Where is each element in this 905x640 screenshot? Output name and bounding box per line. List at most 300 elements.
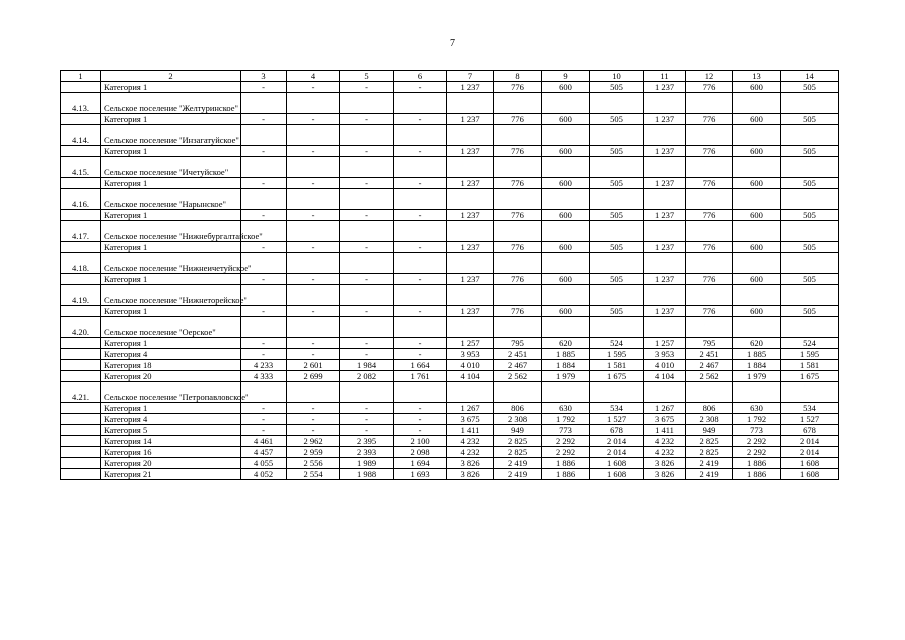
value-cell: 776 — [686, 274, 733, 285]
empty-cell — [781, 189, 839, 210]
section-row — [61, 253, 839, 274]
value-cell: 505 — [590, 210, 644, 221]
row-number — [61, 425, 101, 436]
value-cell: 2 959 — [287, 447, 340, 458]
value-cell: 2 419 — [494, 469, 542, 480]
value-cell: 4 233 — [241, 360, 287, 371]
section-number: 4.20. — [61, 317, 101, 338]
header-cell: 14 — [781, 71, 839, 82]
category-label: Категория 16 — [101, 447, 241, 458]
table-row — [61, 274, 839, 285]
value-cell: 3 826 — [447, 458, 494, 469]
value-cell: - — [287, 146, 340, 157]
value-cell: - — [241, 338, 287, 349]
empty-cell — [494, 189, 542, 210]
value-cell: 1 608 — [781, 469, 839, 480]
empty-cell — [733, 221, 781, 242]
empty-cell — [394, 317, 447, 338]
value-cell: 505 — [781, 82, 839, 93]
value-cell: 1 237 — [447, 114, 494, 125]
value-cell: 2 292 — [542, 436, 590, 447]
section-number: 4.16. — [61, 189, 101, 210]
value-cell: - — [287, 349, 340, 360]
section-row — [61, 221, 839, 242]
value-cell: - — [340, 146, 394, 157]
value-cell: 600 — [542, 82, 590, 93]
value-cell: 3 953 — [644, 349, 686, 360]
value-cell: 776 — [494, 274, 542, 285]
row-number — [61, 178, 101, 189]
empty-cell — [781, 93, 839, 114]
value-cell: 1 675 — [590, 371, 644, 382]
value-cell: 2 601 — [287, 360, 340, 371]
value-cell: 773 — [733, 425, 781, 436]
empty-cell — [733, 157, 781, 178]
empty-cell — [590, 125, 644, 146]
empty-cell — [733, 253, 781, 274]
value-cell: - — [340, 82, 394, 93]
value-cell: - — [287, 306, 340, 317]
empty-cell — [340, 285, 394, 306]
value-cell: 505 — [781, 178, 839, 189]
value-cell: 1 885 — [542, 349, 590, 360]
empty-cell — [686, 125, 733, 146]
category-label: Категория 1 — [101, 178, 241, 189]
empty-cell — [394, 189, 447, 210]
table-row — [61, 146, 839, 157]
value-cell: 4 104 — [447, 371, 494, 382]
empty-cell — [494, 253, 542, 274]
value-cell: 1 237 — [644, 306, 686, 317]
empty-cell — [590, 93, 644, 114]
category-label: Категория 1 — [101, 82, 241, 93]
value-cell: 600 — [542, 242, 590, 253]
empty-cell — [733, 382, 781, 403]
value-cell: - — [340, 403, 394, 414]
header-cell: 13 — [733, 71, 781, 82]
table-row — [61, 242, 839, 253]
empty-cell — [447, 93, 494, 114]
empty-cell — [241, 93, 287, 114]
page-number: 7 — [450, 38, 455, 49]
value-cell: 4 457 — [241, 447, 287, 458]
empty-cell — [287, 382, 340, 403]
empty-cell — [590, 253, 644, 274]
empty-cell — [447, 157, 494, 178]
empty-cell — [340, 93, 394, 114]
value-cell: 4 055 — [241, 458, 287, 469]
value-cell: 534 — [781, 403, 839, 414]
value-cell: - — [241, 146, 287, 157]
value-cell: - — [287, 82, 340, 93]
value-cell: - — [340, 178, 394, 189]
header-cell: 7 — [447, 71, 494, 82]
value-cell: 2 562 — [686, 371, 733, 382]
empty-cell — [686, 285, 733, 306]
empty-cell — [733, 93, 781, 114]
empty-cell — [340, 125, 394, 146]
value-cell: 4 232 — [644, 447, 686, 458]
value-cell: 2 292 — [542, 447, 590, 458]
section-number: 4.19. — [61, 285, 101, 306]
empty-cell — [542, 382, 590, 403]
value-cell: 1 884 — [733, 360, 781, 371]
empty-cell — [781, 253, 839, 274]
value-cell: 1 237 — [644, 114, 686, 125]
empty-cell — [340, 317, 394, 338]
value-cell: 1 267 — [447, 403, 494, 414]
empty-cell — [781, 157, 839, 178]
value-cell: 1 675 — [781, 371, 839, 382]
value-cell: 505 — [590, 274, 644, 285]
value-cell: 600 — [733, 274, 781, 285]
header-cell: 12 — [686, 71, 733, 82]
value-cell: 4 052 — [241, 469, 287, 480]
section-number: 4.14. — [61, 125, 101, 146]
empty-cell — [494, 125, 542, 146]
value-cell: 2 292 — [733, 447, 781, 458]
table-row — [61, 82, 839, 93]
empty-cell — [542, 125, 590, 146]
value-cell: - — [287, 178, 340, 189]
empty-cell — [686, 157, 733, 178]
row-number — [61, 306, 101, 317]
value-cell: 600 — [733, 306, 781, 317]
value-cell: 1 979 — [733, 371, 781, 382]
empty-cell — [542, 93, 590, 114]
category-label: Категория 20 — [101, 371, 241, 382]
value-cell: 2 419 — [686, 469, 733, 480]
value-cell: 678 — [590, 425, 644, 436]
value-cell: 1 267 — [644, 403, 686, 414]
empty-cell — [340, 221, 394, 242]
empty-cell — [494, 93, 542, 114]
empty-cell — [686, 253, 733, 274]
table-row — [61, 349, 839, 360]
table-row — [61, 469, 839, 480]
category-label: Категория 4 — [101, 414, 241, 425]
value-cell: 1 237 — [644, 242, 686, 253]
section-row — [61, 93, 839, 114]
value-cell: - — [241, 349, 287, 360]
value-cell: 600 — [542, 178, 590, 189]
empty-cell — [590, 382, 644, 403]
category-label: Категория 1 — [101, 146, 241, 157]
value-cell: 2 562 — [494, 371, 542, 382]
empty-cell — [447, 125, 494, 146]
value-cell: 2 014 — [781, 436, 839, 447]
value-cell: 2 098 — [394, 447, 447, 458]
value-cell: 600 — [733, 82, 781, 93]
value-cell: 949 — [494, 425, 542, 436]
category-label: Категория 4 — [101, 349, 241, 360]
empty-cell — [644, 253, 686, 274]
value-cell: 505 — [590, 82, 644, 93]
value-cell: 2 308 — [686, 414, 733, 425]
value-cell: 1 237 — [644, 210, 686, 221]
value-cell: 776 — [686, 114, 733, 125]
section-row — [61, 382, 839, 403]
value-cell: 505 — [781, 210, 839, 221]
empty-cell — [781, 285, 839, 306]
value-cell: 620 — [733, 338, 781, 349]
value-cell: 2 825 — [494, 447, 542, 458]
section-number: 4.13. — [61, 93, 101, 114]
value-cell: - — [241, 403, 287, 414]
value-cell: 776 — [494, 178, 542, 189]
value-cell: 795 — [686, 338, 733, 349]
header-cell: 2 — [101, 71, 241, 82]
empty-cell — [394, 93, 447, 114]
value-cell: 620 — [542, 338, 590, 349]
value-cell: 3 826 — [644, 469, 686, 480]
value-cell: 1 792 — [542, 414, 590, 425]
empty-cell — [394, 221, 447, 242]
empty-cell — [644, 125, 686, 146]
table-row — [61, 403, 839, 414]
table-body — [61, 71, 839, 480]
value-cell: 1 884 — [542, 360, 590, 371]
empty-cell — [394, 382, 447, 403]
value-cell: 505 — [781, 306, 839, 317]
section-number: 4.15. — [61, 157, 101, 178]
empty-cell — [494, 317, 542, 338]
value-cell: 1 693 — [394, 469, 447, 480]
value-cell: 1 761 — [394, 371, 447, 382]
category-label: Категория 1 — [101, 338, 241, 349]
table-row — [61, 414, 839, 425]
section-title: Сельское поселение "Ичетуйское" — [101, 157, 241, 178]
value-cell: 505 — [590, 242, 644, 253]
value-cell: 3 675 — [644, 414, 686, 425]
value-cell: 776 — [686, 146, 733, 157]
row-number — [61, 82, 101, 93]
tariff-table — [60, 70, 839, 480]
empty-cell — [542, 189, 590, 210]
value-cell: 2 467 — [686, 360, 733, 371]
value-cell: 4 333 — [241, 371, 287, 382]
value-cell: 4 010 — [447, 360, 494, 371]
value-cell: 2 825 — [494, 436, 542, 447]
section-title: Сельское поселение "Оерское" — [101, 317, 241, 338]
empty-cell — [447, 285, 494, 306]
empty-cell — [644, 93, 686, 114]
value-cell: 534 — [590, 403, 644, 414]
row-number — [61, 447, 101, 458]
empty-cell — [644, 189, 686, 210]
table-row — [61, 114, 839, 125]
empty-cell — [781, 382, 839, 403]
empty-cell — [590, 189, 644, 210]
empty-cell — [447, 221, 494, 242]
value-cell: 1 237 — [447, 146, 494, 157]
empty-cell — [494, 157, 542, 178]
value-cell: 678 — [781, 425, 839, 436]
empty-cell — [644, 285, 686, 306]
empty-cell — [340, 157, 394, 178]
header-cell: 4 — [287, 71, 340, 82]
section-number: 4.18. — [61, 253, 101, 274]
empty-cell — [241, 125, 287, 146]
category-label: Категория 5 — [101, 425, 241, 436]
value-cell: 630 — [542, 403, 590, 414]
empty-cell — [340, 189, 394, 210]
empty-cell — [287, 253, 340, 274]
value-cell: 776 — [686, 178, 733, 189]
empty-cell — [287, 317, 340, 338]
value-cell: - — [394, 210, 447, 221]
empty-cell — [542, 253, 590, 274]
row-number — [61, 414, 101, 425]
empty-cell — [394, 157, 447, 178]
row-number — [61, 371, 101, 382]
empty-cell — [644, 221, 686, 242]
header-cell: 1 — [61, 71, 101, 82]
value-cell: 600 — [542, 306, 590, 317]
value-cell: 1 885 — [733, 349, 781, 360]
empty-cell — [781, 317, 839, 338]
value-cell: 2 393 — [340, 447, 394, 458]
category-label: Категория 20 — [101, 458, 241, 469]
value-cell: 1 979 — [542, 371, 590, 382]
value-cell: - — [241, 82, 287, 93]
value-cell: 600 — [733, 146, 781, 157]
empty-cell — [733, 189, 781, 210]
value-cell: 600 — [542, 114, 590, 125]
value-cell: 1 989 — [340, 458, 394, 469]
value-cell: 2 308 — [494, 414, 542, 425]
empty-cell — [590, 317, 644, 338]
value-cell: 2 467 — [494, 360, 542, 371]
value-cell: 2 014 — [590, 436, 644, 447]
value-cell: 2 451 — [686, 349, 733, 360]
section-title: Сельское поселение "Желтуринское" — [101, 93, 241, 114]
value-cell: 600 — [542, 274, 590, 285]
value-cell: 776 — [494, 114, 542, 125]
row-number — [61, 360, 101, 371]
table-row — [61, 338, 839, 349]
section-title: Сельское поселение "Нижнеторейское" — [101, 285, 241, 306]
value-cell: 1 237 — [447, 274, 494, 285]
empty-cell — [340, 253, 394, 274]
value-cell: 1 411 — [644, 425, 686, 436]
value-cell: 600 — [542, 210, 590, 221]
value-cell: 2 419 — [686, 458, 733, 469]
header-cell: 3 — [241, 71, 287, 82]
value-cell: 1 984 — [340, 360, 394, 371]
value-cell: 505 — [590, 114, 644, 125]
value-cell: 1 237 — [447, 242, 494, 253]
value-cell: 505 — [590, 306, 644, 317]
empty-cell — [287, 125, 340, 146]
table-row — [61, 178, 839, 189]
value-cell: - — [394, 274, 447, 285]
empty-cell — [394, 125, 447, 146]
value-cell: - — [394, 349, 447, 360]
value-cell: 1 257 — [644, 338, 686, 349]
section-number: 4.21. — [61, 382, 101, 403]
value-cell: 1 595 — [781, 349, 839, 360]
value-cell: - — [241, 414, 287, 425]
empty-cell — [447, 382, 494, 403]
value-cell: 4 232 — [644, 436, 686, 447]
section-title: Сельское поселение "Петропавловское" — [101, 382, 241, 403]
value-cell: 1 792 — [733, 414, 781, 425]
value-cell: 1 237 — [644, 178, 686, 189]
value-cell: - — [287, 210, 340, 221]
value-cell: 524 — [590, 338, 644, 349]
value-cell: 2 825 — [686, 436, 733, 447]
table-row — [61, 210, 839, 221]
row-number — [61, 274, 101, 285]
row-number — [61, 114, 101, 125]
value-cell: 1 527 — [590, 414, 644, 425]
empty-cell — [542, 157, 590, 178]
empty-cell — [394, 253, 447, 274]
value-cell: 1 886 — [733, 469, 781, 480]
empty-cell — [733, 317, 781, 338]
header-cell: 11 — [644, 71, 686, 82]
value-cell: - — [241, 210, 287, 221]
value-cell: - — [340, 114, 394, 125]
value-cell: 1 608 — [590, 469, 644, 480]
value-cell: 776 — [494, 306, 542, 317]
empty-cell — [287, 189, 340, 210]
value-cell: 505 — [781, 146, 839, 157]
table-row — [61, 447, 839, 458]
category-label: Категория 18 — [101, 360, 241, 371]
value-cell: 505 — [781, 114, 839, 125]
empty-cell — [447, 253, 494, 274]
section-row — [61, 157, 839, 178]
value-cell: - — [287, 274, 340, 285]
header-row — [61, 71, 839, 82]
value-cell: 1 886 — [542, 469, 590, 480]
value-cell: - — [340, 414, 394, 425]
empty-cell — [542, 221, 590, 242]
value-cell: - — [394, 414, 447, 425]
value-cell: 600 — [542, 146, 590, 157]
empty-cell — [686, 189, 733, 210]
value-cell: 2 962 — [287, 436, 340, 447]
value-cell: 4 461 — [241, 436, 287, 447]
value-cell: 1 257 — [447, 338, 494, 349]
value-cell: 1 595 — [590, 349, 644, 360]
value-cell: 1 886 — [733, 458, 781, 469]
value-cell: 806 — [494, 403, 542, 414]
value-cell: - — [394, 338, 447, 349]
section-title: Сельское поселение "Нижнеичетуйское" — [101, 253, 241, 274]
value-cell: 1 237 — [447, 210, 494, 221]
value-cell: 505 — [590, 146, 644, 157]
empty-cell — [241, 189, 287, 210]
empty-cell — [644, 382, 686, 403]
value-cell: - — [394, 403, 447, 414]
value-cell: - — [340, 338, 394, 349]
value-cell: 776 — [686, 242, 733, 253]
value-cell: 2 451 — [494, 349, 542, 360]
row-number — [61, 469, 101, 480]
row-number — [61, 403, 101, 414]
value-cell: 1 237 — [447, 178, 494, 189]
value-cell: - — [287, 242, 340, 253]
row-number — [61, 210, 101, 221]
row-number — [61, 146, 101, 157]
value-cell: - — [394, 146, 447, 157]
value-cell: 600 — [733, 242, 781, 253]
value-cell: 4 010 — [644, 360, 686, 371]
value-cell: 1 527 — [781, 414, 839, 425]
